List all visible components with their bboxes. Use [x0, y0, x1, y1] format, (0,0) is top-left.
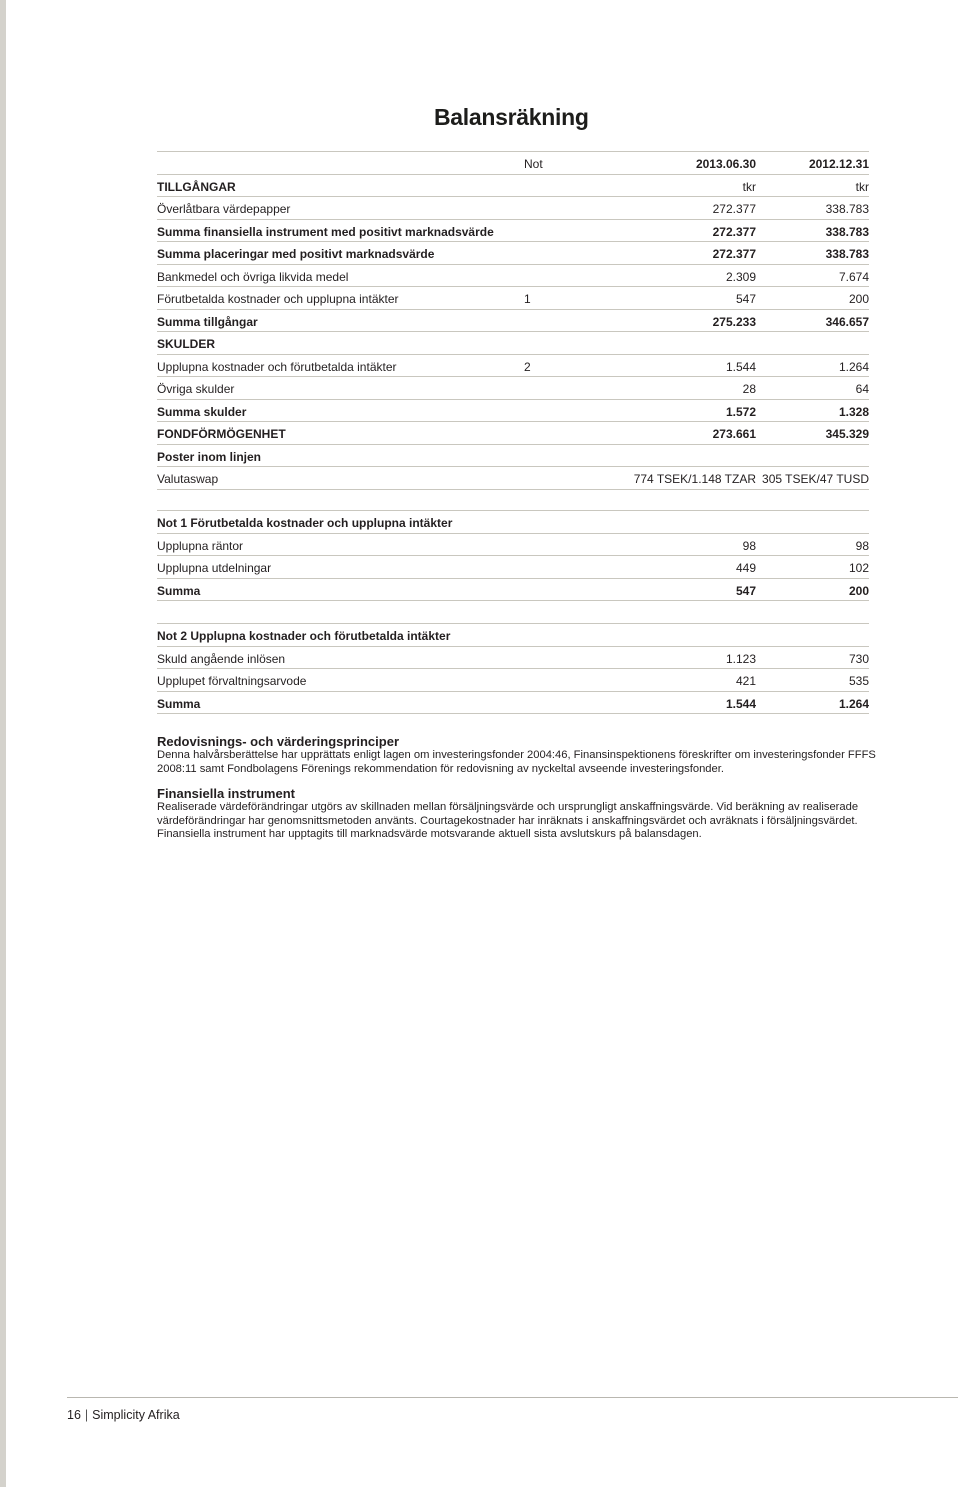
row-value-current: 1.544 — [725, 696, 756, 711]
accounting-principles-section — [157, 734, 877, 846]
principles-text: Denna halvårsberättelse har upprättats enligt lagen om investeringsfonder 2004:46, Finansinspektionens föreskrifter om investeringsfonder FFFS 2008:11 samt Fondbolagens Förenings rekommendation för redovisning av nyckeltal avseende investeringsfonder. — [157, 749, 876, 775]
note2-title-row — [157, 623, 869, 647]
table-row — [157, 220, 869, 243]
row-label: TILLGÅNGAR — [157, 179, 236, 194]
row-value-current: 272.377 — [712, 224, 756, 239]
row-label: Bankmedel och övriga likvida medel — [157, 269, 349, 284]
table-row — [157, 400, 869, 423]
row-label: Upplupna räntor — [157, 538, 244, 553]
row-label: Summa placeringar med positivt marknadsvärde — [157, 247, 435, 261]
footer-separator: | — [84, 1408, 89, 1422]
row-value-current: 774 TSEK/1.148 TZAR — [633, 472, 756, 486]
table-row — [157, 197, 869, 220]
row-value-previous: 730 — [848, 651, 869, 666]
header-date-previous: 2012.12.31 — [808, 157, 869, 171]
table-row — [157, 175, 869, 198]
note2-title: Not 2 Upplupna kostnader och förutbetalda intäkter — [157, 629, 451, 643]
row-label: Summa — [157, 583, 201, 598]
table-row — [157, 422, 869, 445]
row-value-current: 1.123 — [725, 651, 756, 666]
row-label: Valutaswap — [157, 472, 219, 486]
table-row — [157, 647, 869, 670]
table-row — [157, 265, 869, 288]
row-value-previous: 98 — [855, 538, 869, 553]
row-value-previous: tkr — [855, 179, 869, 194]
table-row — [157, 242, 869, 265]
note2-table — [157, 623, 869, 714]
row-value-current: 547 — [735, 292, 756, 306]
row-label: Skuld angående inlösen — [157, 651, 286, 666]
table-row — [157, 669, 869, 692]
row-value-previous: 346.657 — [825, 314, 869, 329]
row-value-current: 449 — [735, 561, 756, 575]
instruments-heading: Finansiella instrument — [157, 786, 295, 801]
table-row — [157, 355, 869, 378]
fund-name: Simplicity Afrika — [92, 1408, 180, 1422]
instruments-text: Realiserade värdeförändringar utgörs av skillnaden mellan försäljningsvärde och ursprungligt anskaffningsvärde. Vid beräkning av realiserade värdeförändringar har genomsnittsmetoden använts. Courtagekostnader har inräknats i anskaffningsvärdet och avräknats i försäljningsvärdet. Finansiella instrument har upptagits till marknadsvärde motsvarande aktuell sista avslutskurs på balansdagen. — [157, 801, 859, 840]
row-label: SKULDER — [157, 337, 216, 351]
table-row — [157, 310, 869, 333]
row-value-current: 547 — [735, 583, 756, 598]
row-value-previous: 345.329 — [825, 427, 869, 441]
row-value-previous: 1.264 — [838, 696, 869, 711]
row-value-previous: 338.783 — [825, 247, 869, 261]
table-row — [157, 332, 869, 355]
row-label: Summa finansiella instrument med positivt marknadsvärde — [157, 224, 494, 239]
footer-divider — [67, 1397, 958, 1398]
row-value-previous: 102 — [848, 561, 869, 575]
page-title: Balansräkning — [434, 104, 589, 130]
row-value-current: 1.544 — [725, 359, 756, 374]
table-row — [157, 579, 869, 602]
row-label: Förutbetalda kostnader och upplupna intäkter — [157, 292, 399, 306]
table-row — [157, 556, 869, 579]
row-value-previous: 338.783 — [825, 224, 869, 239]
principles-heading: Redovisnings- och värderingsprinciper — [157, 734, 399, 749]
note1-title: Not 1 Förutbetalda kostnader och upplupna intäkter — [157, 516, 453, 530]
row-value-previous: 1.328 — [838, 404, 869, 419]
row-value-previous: 535 — [848, 674, 869, 688]
page-number: 16 — [67, 1408, 81, 1422]
row-label: Poster inom linjen — [157, 449, 262, 464]
table-row — [157, 287, 869, 310]
header-note: Not — [524, 157, 543, 171]
row-value-previous: 1.264 — [838, 359, 869, 374]
table-row — [157, 692, 869, 715]
table-row — [157, 467, 869, 490]
row-label: FONDFÖRMÖGENHET — [157, 427, 286, 441]
row-value-previous: 200 — [848, 583, 869, 598]
header-date-current: 2013.06.30 — [695, 157, 756, 171]
page-edge-bar — [0, 0, 6, 1487]
table-header-row — [157, 151, 869, 175]
row-value-current: 28 — [742, 382, 756, 396]
note1-title-row — [157, 510, 869, 534]
row-value-current: 2.309 — [725, 269, 756, 284]
row-value-current: 275.233 — [712, 314, 756, 329]
table-row — [157, 534, 869, 557]
row-value-previous: 338.783 — [825, 202, 869, 216]
page-footer — [67, 1408, 180, 1422]
row-label: Upplupna utdelningar — [157, 561, 272, 575]
balance-sheet-table — [157, 151, 869, 490]
row-value-previous: 64 — [855, 382, 869, 396]
row-value-previous: 305 TSEK/47 TUSD — [762, 472, 869, 486]
row-value-previous: 200 — [848, 292, 869, 306]
row-label: Överlåtbara värdepapper — [157, 202, 291, 216]
row-note: 2 — [524, 359, 531, 374]
note1-table — [157, 510, 869, 601]
row-label: Summa — [157, 696, 201, 711]
table-row — [157, 445, 869, 468]
row-value-current: 272.377 — [712, 247, 756, 261]
row-value-previous: 7.674 — [838, 269, 869, 284]
table-row — [157, 377, 869, 400]
row-label: Upplupna kostnader och förutbetalda intäkter — [157, 359, 397, 374]
row-label: Summa tillgångar — [157, 314, 258, 329]
row-value-current: 272.377 — [712, 202, 756, 216]
row-label: Övriga skulder — [157, 382, 235, 396]
row-value-current: 1.572 — [725, 404, 756, 419]
row-label: Summa skulder — [157, 404, 247, 419]
row-value-current: tkr — [742, 179, 756, 194]
row-label: Upplupet förvaltningsarvode — [157, 674, 307, 688]
row-value-current: 421 — [735, 674, 756, 688]
row-value-current: 98 — [742, 538, 756, 553]
row-value-current: 273.661 — [712, 427, 756, 441]
row-note: 1 — [524, 292, 531, 306]
